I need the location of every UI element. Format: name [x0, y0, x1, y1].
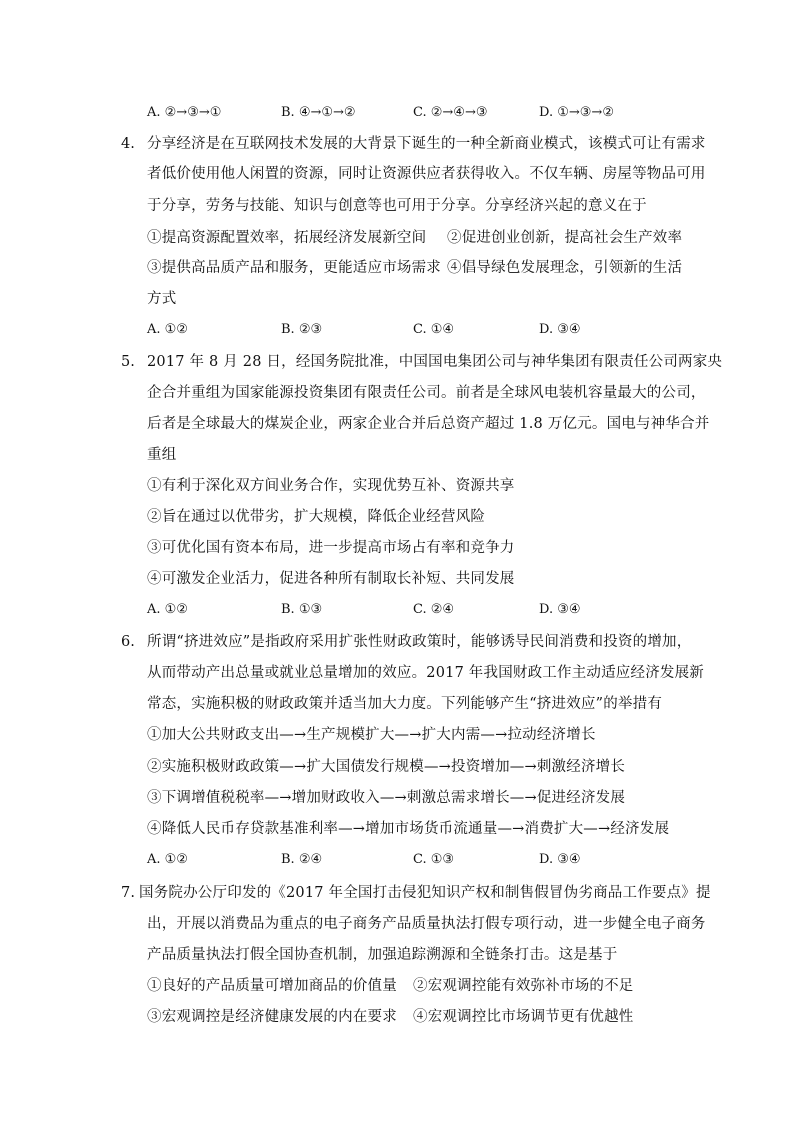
q5-item-3: ③可优化国有资本布局，进一步提高市场占有率和竞争力: [147, 540, 515, 556]
q6-item-2: ②实施积极财政政策—→扩大国债发行规模—→投资增加—→刺激经济增长: [147, 759, 626, 775]
q7-item-1: ①良好的产品质量可增加商品的价值量: [147, 978, 397, 994]
q5-option-b: B. ①③: [281, 602, 323, 617]
q7-number: 7.: [121, 885, 136, 901]
q6-item-4: ④降低人民币存贷款基准利率—→增加市场货币流通量—→消费扩大—→经济发展: [147, 821, 670, 837]
q3-option-a: A. ②→③→①: [147, 105, 222, 120]
q4-item-2: ②促进创业创新，提高社会生产效率: [447, 230, 683, 246]
q4-option-d: D. ③④: [539, 322, 581, 337]
q6-item-3: ③下调增值税税率—→增加财政收入—→刺激总需求增长—→促进经济发展: [147, 790, 626, 806]
q4-stem-line: 者低价使用他人闲置的资源，同时让资源供应者获得收入。不仅车辆、房屋等物品可用: [147, 166, 706, 182]
q6-stem-line: 所谓“挤进效应”是指政府采用扩张性财政政策时，能够诱导民间消费和投资的增加，: [147, 634, 692, 650]
q5-option-a: A. ①②: [147, 602, 188, 617]
q7-stem-line: 出，开展以消费品为重点的电子商务产品质量执法打假专项行动，进一步健全电子商务: [147, 916, 706, 932]
q7-item-3: ③宏观调控是经济健康发展的内在要求: [147, 1009, 397, 1025]
q4-option-c: C. ①④: [413, 322, 455, 337]
q7-stem-line: 产品质量执法打假全国协查机制，加强追踪溯源和全链条打击。这是基于: [147, 947, 618, 963]
q5-stem-line: 后者是全球最大的煤炭企业，两家企业合并后总资产超过 1.8 万亿元。国电与神华合并: [147, 416, 710, 432]
q4-option-a: A. ①②: [147, 322, 188, 337]
q5-stem-line: 2017 年 8 月 28 日，经国务院批准，中国国电集团公司与神华集团有限责任公司两家央: [147, 354, 723, 370]
q4-item-4: ④倡导绿色发展理念，引领新的生活: [447, 260, 683, 276]
q5-option-d: D. ③④: [539, 602, 581, 617]
q4-option-b: B. ②③: [281, 322, 323, 337]
q6-stem-line: 常态，实施积极的财政政策并适当加大力度。下列能够产生“挤进效应”的举措有: [147, 696, 663, 712]
q5-item-1: ①有利于深化双方间业务合作，实现优势互补、资源共享: [147, 478, 515, 494]
q5-number: 5.: [121, 354, 135, 370]
q7-item-4: ④宏观调控比市场调节更有优越性: [413, 1009, 634, 1025]
q4-stem-line: 分享经济是在互联网技术发展的大背景下诞生的一种全新商业模式，该模式可让有需求: [147, 136, 706, 152]
q7-stem-line: 国务院办公厅印发的《2017 年全国打击侵犯知识产权和制售假冒伪劣商品工作要点》提: [139, 885, 711, 901]
q5-stem-line: 企合并重组为国家能源投资集团有限责任公司。前者是全球风电装机容量最大的公司，: [147, 385, 706, 401]
q6-stem-line: 从而带动产出总量或就业总量增加的效应。2017 年我国财政工作主动适应经济发展新: [147, 665, 705, 681]
q3-option-b: B. ④→①→②: [281, 105, 356, 120]
q6-option-d: D. ③④: [539, 852, 581, 867]
q4-stem-line: 于分享，劳务与技能、知识与创意等也可用于分享。分享经济兴起的意义在于: [147, 198, 647, 214]
q3-option-d: D. ①→③→②: [539, 105, 614, 120]
q6-number: 6.: [121, 634, 135, 650]
q7-item-2: ②宏观调控能有效弥补市场的不足: [413, 978, 634, 994]
q4-number: 4.: [121, 136, 135, 152]
q4-item-4-cont: 方式: [147, 291, 177, 307]
q6-option-b: B. ②④: [281, 852, 323, 867]
q5-option-c: C. ②④: [413, 602, 455, 617]
q5-stem-line: 重组: [147, 447, 177, 463]
q3-option-c: C. ②→④→③: [413, 105, 488, 120]
q4-item-3: ③提供高品质产品和服务，更能适应市场需求: [147, 260, 441, 276]
q5-item-4: ④可激发企业活力，促进各种所有制取长补短、共同发展: [147, 571, 515, 587]
q5-item-2: ②旨在通过以优带劣，扩大规模，降低企业经营风险: [147, 509, 486, 525]
q6-option-a: A. ①②: [147, 852, 188, 867]
q6-option-c: C. ①③: [413, 852, 455, 867]
q4-item-1: ①提高资源配置效率，拓展经济发展新空间: [147, 230, 427, 246]
q6-item-1: ①加大公共财政支出—→生产规模扩大—→扩大内需—→拉动经济增长: [147, 727, 596, 743]
